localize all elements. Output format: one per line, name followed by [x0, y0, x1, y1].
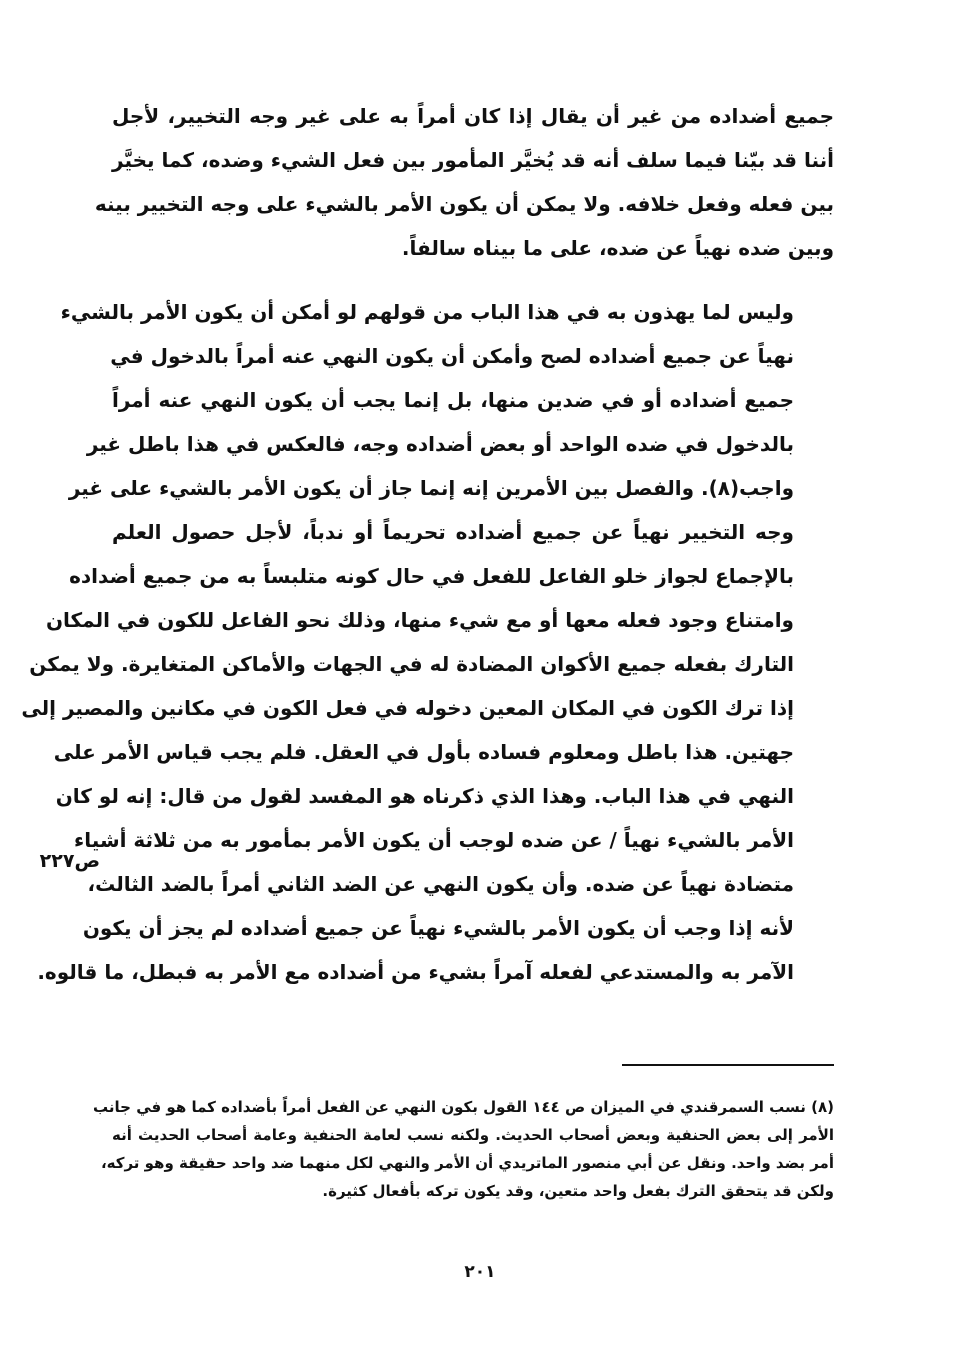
text-line: وامتناع وجود فعله معها أو مع شيء منها، وذلك نحو الفاعل للكون في المكان: [45, 608, 794, 632]
text-line: وليس لما يهذون به في هذا الباب من قولهم لو أمكن أن يكون الأمر بالشيء: [60, 300, 794, 324]
margin-page-reference: ص٢٢٧: [39, 850, 100, 872]
footnote-line: ولكن قد يتحقق الترك بفعل واحد متعين، وقد يكون تركه بأفعال كثيرة.: [322, 1182, 834, 1200]
text-line: النهي في هذا الباب. وهذا الذي ذكرناه هو المفسد لقول من قال: إنه لو كان: [55, 784, 794, 808]
footnote-line: الأمر إلى بعض الحنفية وبعض أصحاب الحديث. ولكنه نسب لعامة الحنفية وعامة أصحاب الحديث أنه: [112, 1126, 834, 1144]
text-line: التارك بفعله جميع الأكوان المضادة له في الجهات والأماكن المتغايرة. ولا يمكن: [29, 652, 794, 676]
text-line: وجه التخيير نهياً عن جميع أضداده تحريماً أو ندباً، لأجل حصول العلم: [112, 520, 794, 544]
footnote-divider: [622, 1064, 834, 1066]
text-line: بين فعله وفعل خلافه. ولا يمكن أن يكون الأمر بالشيء على وجه التخيير بينه: [94, 192, 834, 216]
text-line: إذا ترك الكون في المكان المعين دخوله في فعل الكون في مكانين والمصير إلى: [21, 696, 794, 720]
paragraph-1: [94, 94, 834, 270]
text-line: نهياً عن جميع أضداده لصح وأمكن أن يكون النهي عنه أمراً بالدخول في: [110, 344, 794, 368]
text-line: بالإجماع لجواز خلو الفاعل للفعل في حال كونه متلبساً به من جميع أضداده: [69, 564, 794, 588]
text-line: جميع أضداده من غير أن يقال إذا كان أمراً به على غير وجه التخيير، لأجل: [112, 104, 834, 128]
text-line: وبين ضده نهياً عن ضده، على ما بيناه سالفاً.: [401, 236, 834, 260]
text-line: الآمر به والمستدعي لفعله آمراً بشيء من أضداده مع الأمر به فبطل، ما قالوه.: [37, 960, 794, 984]
footnote-line: (٨) نسب السمرقندي في الميزان ص ١٤٤ القول بكون النهي عن الفعل أمراً بأضداده كما هو في جانب: [93, 1098, 834, 1116]
text-line: بالدخول في ضده الواحد أو بعض أضداده وجه، فالعكس في هذا باطل غير: [86, 432, 794, 456]
page-number: ٢٠١: [464, 1262, 496, 1282]
text-line: جميع أضداده أو في ضدين منها، بل إنما يجب أن يكون النهي عنه أمراً: [112, 388, 794, 412]
footnote: [93, 1093, 834, 1205]
footnote-line: أمر بضد واحد. ونقل عن أبي منصور الماتريدي أن الأمر والنهي لكل منهما ضد واحد حقيقة وهو تركه،: [100, 1154, 834, 1172]
text-line: الأمر بالشيء نهياً / عن ضده لوجب أن يكون الأمر بمأمور به من ثلاثة أشياء: [74, 828, 794, 852]
text-line: واجب(٨). والفصل بين الأمرين إنه إنما جاز أن يكون الأمر بالشيء على غير: [68, 476, 794, 500]
text-line: جهتين. هذا باطل ومعلوم فساده بأول في العقل. فلم يجب قياس الأمر على: [53, 740, 794, 764]
text-line: لأنه إذا وجب أن يكون الأمر بالشيء نهياً عن جميع أضداده لم يجز أن يكون: [82, 916, 794, 940]
text-line: أننا قد بيّنا فيما سلف أنه قد يُخيَّر المأمور بين فعل الشيء وضده، كما يخيَّر: [112, 148, 834, 172]
text-line: متضادة نهياً عن ضده. وأن يكون النهي عن الضد الثاني أمراً بالضد الثالث،: [87, 872, 794, 896]
